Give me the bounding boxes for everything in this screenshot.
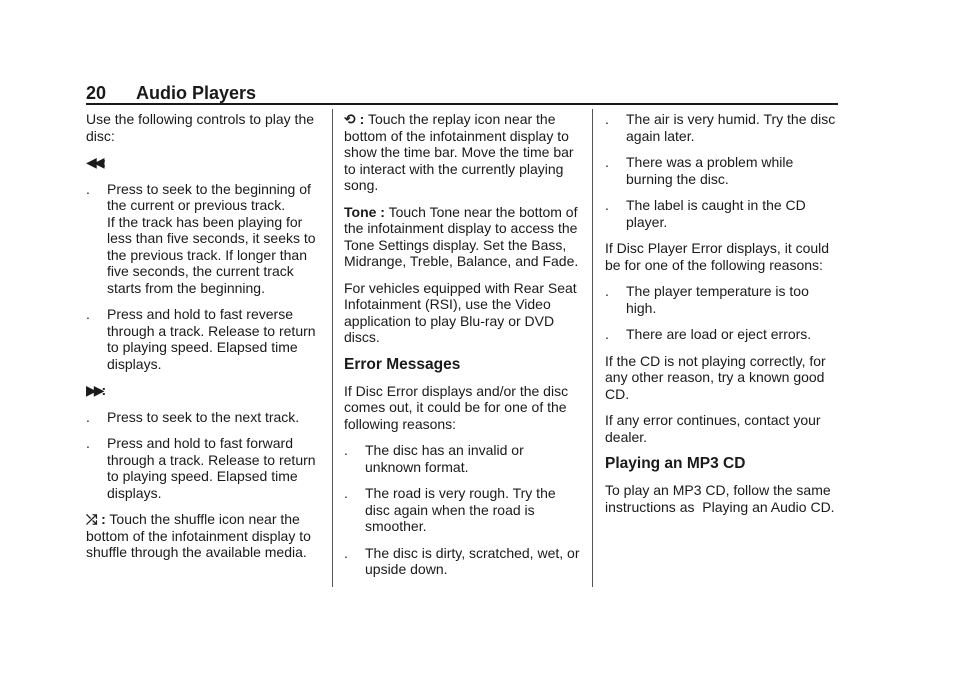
player-error-intro: If Disc Player Error displays, it could be for one of the following reasons: xyxy=(605,240,830,273)
list-item: . The player temperature is too high. xyxy=(605,283,809,316)
column-divider-1 xyxy=(332,109,333,587)
error-intro: If Disc Error displays and/or the disc comes out, it could be for one of the following reasons: xyxy=(344,382,569,432)
error-messages-heading: Error Messages xyxy=(344,355,461,373)
list-item: . The disc has an invalid or unknown format. xyxy=(344,442,524,475)
header-rule xyxy=(86,103,838,105)
tone-paragraph: Tone : Touch Tone near the bottom of the infotainment display to access the Tone Settings display. Set the Bass, Midrange, Treble, Balance, and Fade. xyxy=(344,203,579,269)
list-item: . The air is very humid. Try the disc again later. xyxy=(605,111,836,144)
list-item: . Press and hold to fast reverse through a track. Release to return to playing speed. Elapsed time displays. xyxy=(86,306,316,372)
mp3-heading: Playing an MP3 CD xyxy=(605,455,746,472)
list-item: . The road is very rough. Try the disc again when the road is smoother. xyxy=(344,485,556,534)
intro-text: Use the following controls to play the disc: xyxy=(86,111,315,144)
mp3-paragraph: To play an MP3 CD, follow the same instructions as Playing an Audio CD. xyxy=(605,482,835,515)
prev-control-heading: ◀◀: xyxy=(86,154,107,170)
column-1 xyxy=(86,111,324,571)
contact-paragraph: If any error continues, contact your dealer. xyxy=(605,412,821,445)
page-number: 20 xyxy=(86,83,107,103)
page-title: Audio Players xyxy=(136,83,257,103)
list-item: . Press to seek to the next track. xyxy=(86,408,300,425)
not-playing-paragraph: If the CD is not playing correctly, for any other reason, try a known good CD. xyxy=(605,352,826,402)
column-3 xyxy=(605,111,841,525)
shuffle-paragraph: ⤮ : Touch the shuffle icon near the bottom of the infotainment display to shuffle through the available media. xyxy=(86,511,311,560)
rsi-paragraph: For vehicles equipped with Rear Seat Infotainment (RSI), use the Video application to play Blu-ray or DVD discs. xyxy=(344,279,577,345)
next-track-icon: ▶▶ xyxy=(86,382,102,398)
list-item: . The disc is dirty, scratched, wet, or upside down. xyxy=(344,544,580,577)
column-2 xyxy=(344,111,582,588)
shuffle-icon: ⤮ xyxy=(86,511,98,527)
list-item: . Press and hold to fast forward through a track. Release to return to playing speed. Elapsed time displays. xyxy=(86,435,316,501)
list-item: . There was a problem while burning the disc. xyxy=(605,154,794,187)
previous-track-icon: ◀◀ xyxy=(86,154,102,170)
list-item: . The label is caught in the CD player. xyxy=(605,197,806,230)
list-item: . Press to seek to the beginning of the current or previous track. If the track has been playing for less than five seconds, it seeks to the previous track. If longer than five seconds, the current track starts from the beginning. xyxy=(86,180,316,296)
list-item: . There are load or eject errors. xyxy=(605,326,812,342)
column-divider-2 xyxy=(592,109,593,587)
page-header xyxy=(86,83,838,105)
replay-paragraph: ⟲ : Touch the replay icon near the bottom of the infotainment display to show the time bar. Move the time bar to interact with the currently playing song. xyxy=(344,111,574,193)
tone-label: Tone : xyxy=(344,203,385,220)
next-control-heading: ▶▶: xyxy=(86,382,107,398)
replay-icon: ⟲ xyxy=(344,111,356,127)
